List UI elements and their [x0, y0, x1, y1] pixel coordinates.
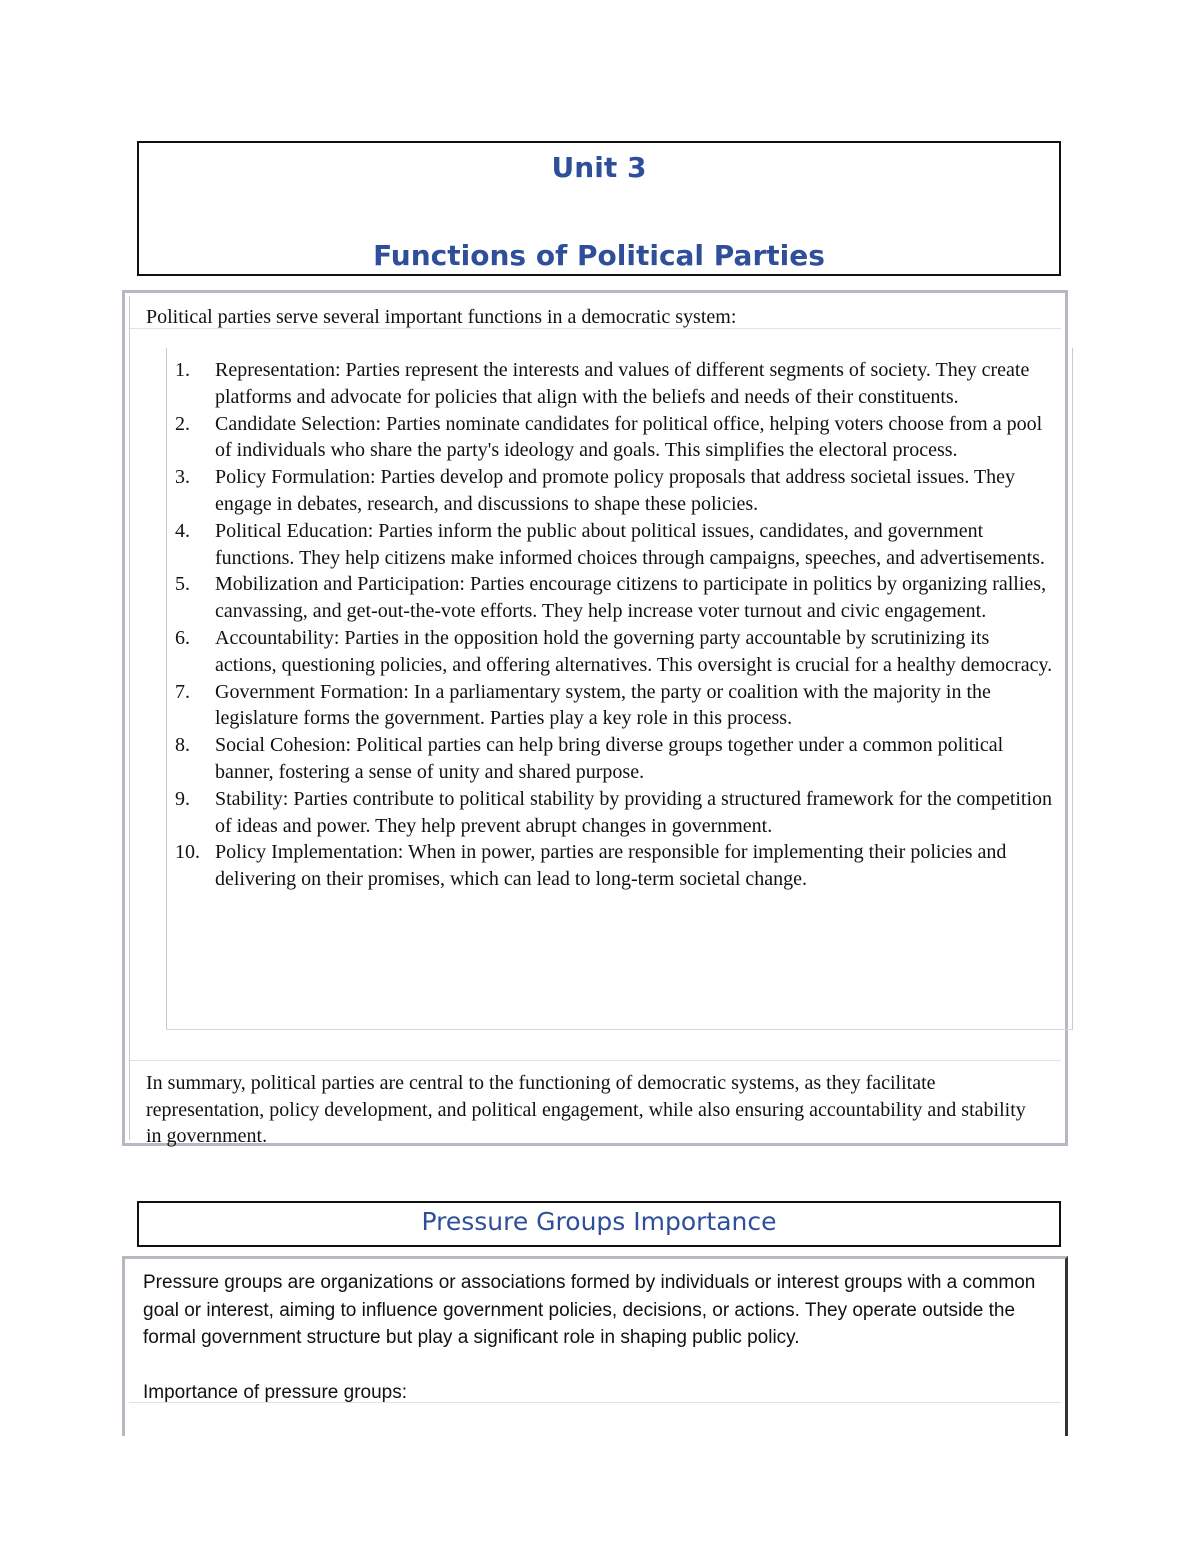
list-item-number: 8. — [175, 734, 190, 757]
list-item-text: Social Cohesion: Political parties can help bring diverse groups together under a common political banner, fostering a sense of unity and shared purpose. — [215, 734, 1004, 783]
list-item-text: Political Education: Parties inform the public about political issues, candidates, and government functions. They help citizens make informed choices through campaigns, speeches, and advertisements. — [215, 519, 1045, 569]
political-parties-content-box — [122, 290, 1068, 1146]
summary-paragraph: In summary, political parties are central to the functioning of democratic systems, as they facilitate representation, policy development, and political engagement, while also ensuring accountability and stability in government. — [146, 1072, 1026, 1147]
page-title: Functions of Political Parties — [373, 239, 825, 272]
unit-title-box — [137, 141, 1061, 276]
importance-heading: Importance of pressure groups: — [143, 1381, 408, 1403]
list-item-number: 10. — [175, 841, 200, 864]
list-item — [175, 679, 1055, 733]
list-item-text: Stability: Parties contribute to political stability by providing a structured framework for the competition of ideas and power. They help prevent abrupt changes in government. — [215, 787, 1053, 837]
list-item-text: Mobilization and Participation: Parties encourage citizens to participate in politics by organizing rallies, canvassing, and get-out-the-vote efforts. They help increase voter turnout and civic engagement. — [215, 573, 1047, 623]
list-item — [175, 839, 1055, 893]
list-item-number: 7. — [175, 680, 190, 703]
divider — [130, 1060, 1061, 1061]
list-item — [175, 625, 1055, 679]
list-item-number: 4. — [175, 519, 190, 542]
pressure-groups-content-box — [122, 1256, 1068, 1436]
pressure-groups-text — [143, 1269, 1053, 1406]
list-item — [175, 357, 1055, 411]
list-item-text: Policy Formulation: Parties develop and promote policy proposals that address societal issues. They engage in debates, research, and discussions to shape these policies. — [215, 466, 1016, 515]
list-item-number: 9. — [175, 787, 190, 810]
list-item — [175, 411, 1055, 465]
pressure-groups-title-box — [137, 1201, 1061, 1247]
pressure-groups-intro: Pressure groups are organizations or associations formed by individuals or interest groups with a common goal or interest, aiming to influence government policies, decisions, or actions. They operate outside the formal government structure but play a significant role in shaping public policy. — [143, 1272, 1036, 1348]
intro-paragraph: Political parties serve several important functions in a democratic system: — [146, 306, 737, 328]
list-item-text: Government Formation: In a parliamentary system, the party or coalition with the majority in the legislature forms the government. Parties play a key role in this process. — [215, 680, 991, 730]
list-item-number: 3. — [175, 466, 190, 489]
list-item — [175, 732, 1055, 786]
list-item — [175, 786, 1055, 840]
list-item — [175, 518, 1055, 572]
list-item-number: 1. — [175, 359, 190, 381]
list-item-number: 5. — [175, 573, 190, 596]
list-item-text: Candidate Selection: Parties nominate candidates for political office, helping voters choose from a pool of individuals who share the party's ideology and goals. This simplifies the electoral process. — [215, 412, 1043, 462]
list-item-text: Policy Implementation: When in power, parties are responsible for implementing their policies and delivering on their promises, which can lead to long-term societal change. — [215, 841, 1007, 891]
list-item — [175, 571, 1055, 625]
list-item — [175, 464, 1055, 518]
unit-label: Unit 3 — [551, 151, 647, 184]
list-item-text: Accountability: Parties in the opposition hold the governing party accountable by scrutinizing its actions, questioning policies, and offering alternatives. This oversight is crucial for a healthy democracy. — [215, 626, 1053, 676]
list-item-text: Representation: Parties represent the interests and values of different segments of society. They create platforms and advocate for policies that align with the beliefs and needs of their constituents. — [215, 359, 1030, 408]
section-title: Pressure Groups Importance — [421, 1207, 777, 1236]
functions-list — [175, 357, 1055, 893]
list-item-number: 6. — [175, 626, 190, 649]
list-item-number: 2. — [175, 412, 190, 435]
